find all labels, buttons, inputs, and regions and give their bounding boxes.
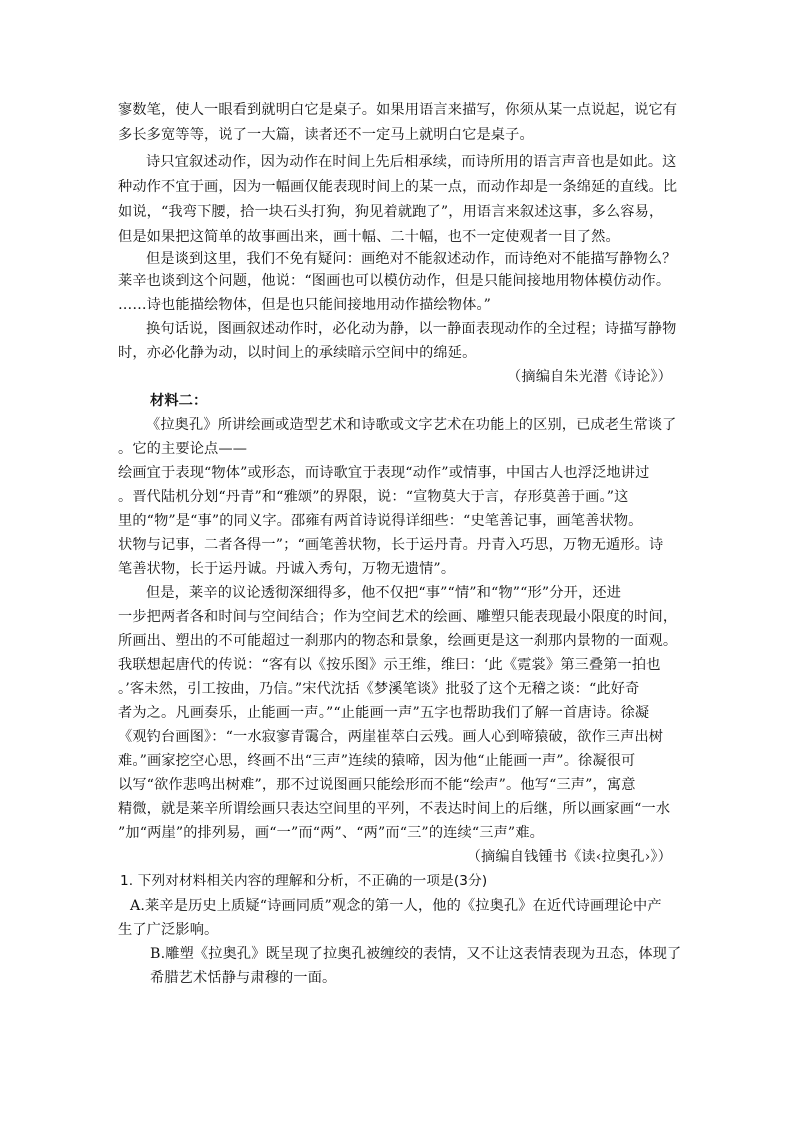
text-line: 精微，就是莱辛所谓绘画只表达空间里的平列，不表达时间上的后继，所以画家画“一水 [118, 801, 671, 817]
option-a: A.莱辛是历史上质疑“诗画同质”观念的第一人，他的《拉奥孔》在近代诗画理论中产 [130, 898, 662, 914]
section-heading: 材料二： [150, 393, 208, 409]
text-line: ……诗也能描绘物体，但是也只能间接地用动作描绘物体。” [118, 297, 492, 313]
text-line: 。它的主要论点—— [118, 441, 248, 457]
text-line: 《观钓台画图》：“一水寂寥青霭合，两崖崔萃白云残。画人心到啼猿破，欲作三声出树 [118, 729, 664, 745]
text-line: 绘画宜于表现“物体”或形态，而诗歌宜于表现“动作”或情事，中国古人也浮泛地讲过 [118, 465, 650, 481]
text-line: 。’客未然，引工按曲，乃信。”宋代沈括《梦溪笔谈》批驳了这个无稽之谈：“此好奇 [118, 681, 640, 697]
text-line: 换句话说，图画叙述动作时，必化动为静，以一静面表现动作的全过程；诗描写静物 [146, 321, 677, 337]
source-citation: （摘编自钱锺书《读‹拉奥孔›》） [466, 849, 672, 865]
text-line: 诗只宜叙述动作，因为动作在时间上先后相承续，而诗所用的语言声音也是如此。这 [146, 154, 677, 170]
text-line: 如说，“我弯下腰，拾一块石头打狗，狗见着就跑了”，用语言来叙述这事，多么容易， [118, 204, 664, 220]
text-line: 莱辛也谈到这个问题，他说：“图画也可以模仿动作，但是只能间接地用物体模仿动作。 [118, 273, 671, 289]
text-line: 寥数笔，使人一眼看到就明白它是桌子。如果用语言来描写，你须从某一点说起，说它有 [118, 102, 678, 118]
option-b: B.雕塑《拉奥孔》既呈现了拉奥孔被缠绞的表情，又不让这表情表现为丑态，体现了 [150, 946, 682, 962]
text-line: 。晋代陆机分划“丹青”和“雅颂”的界限，说：“宣物莫大于言，存形莫善于画。”这 [118, 489, 629, 505]
text-line: 一步把两者各和时间与空间结合；作为空间艺术的绘画、雕塑只能表现最小限度的时间， [118, 609, 678, 625]
text-line: 以写“欲作悲鸣出树难”，那不过说图画只能绘形而不能“绘声”。他写“三声”，寓意 [118, 777, 636, 793]
text-line: 但是如果把这简单的故事画出来，画十幅、二十幅，也不一定使观者一目了然。 [118, 229, 620, 245]
text-line: 但是谈到这里，我们不免有疑问：画绝对不能叙述动作，而诗绝对不能描写静物么？ [146, 251, 677, 267]
source-citation: （摘编自朱光潜《诗论》） [507, 369, 672, 385]
question-stem: 1. 下列对材料相关内容的理解和分析，不正确的一项是(3分) [120, 873, 488, 889]
text-line: 所画出、塑出的不可能超过一刹那内的物态和景象，绘画更是这一刹那内景物的一面观。 [118, 633, 678, 649]
text-line: 《拉奥孔》所讲绘画或造型艺术和诗歌或文字艺术在功能上的区别，已成老生常谈了 [146, 417, 677, 433]
text-line: 种动作不宜于画，因为一幅画仅能表现时间上的某一点，而动作却是一条绵延的直线。比 [118, 179, 678, 195]
text-line: 里的“物”是“事”的同义字。邵雍有两首诗说得详细些：“史笔善记事，画笔善状物。 [118, 513, 643, 529]
option-a-cont: 生了广泛影响。 [118, 922, 219, 938]
option-b-cont: 希腊艺术恬静与肃穆的一面。 [150, 970, 337, 986]
text-line: ”加“两崖”的排列易，画“一”而“两”、“两”而“三”的连续“三声”难。 [118, 825, 545, 841]
text-line: 但是，莱辛的议论透彻深细得多，他不仅把“事”“情”和“物”“形”分开，还进 [146, 585, 622, 601]
text-line: 时，亦必化静为动，以时间上的承续暗示空间中的绵延。 [118, 345, 477, 361]
text-line: 状物与记事，二者各得一”；“画笔善状物，长于运丹青。丹青入巧思，万物无遁形。诗 [118, 537, 664, 553]
text-line: 多长多宽等等，说了一大篇，读者还不一定马上就明白它是桌子。 [118, 127, 534, 143]
text-line: 难。”画家挖空心思，终画不出“三声”连续的猿啼，因为他“止能画一声”。徐凝很可 [118, 753, 636, 769]
text-line: 我联想起唐代的传说：“客有以《按乐图》示王维，维曰：‘此《霓裳》第三叠第一拍也 [118, 657, 661, 673]
text-line: 者为之。凡画奏乐，止能画一声。”“止能画一声”五字也帮助我们了解一首唐诗。徐凝 [118, 705, 650, 721]
text-line: 笔善状物，长于运丹诚。丹诚入秀句，万物无遗情”。 [118, 561, 456, 577]
